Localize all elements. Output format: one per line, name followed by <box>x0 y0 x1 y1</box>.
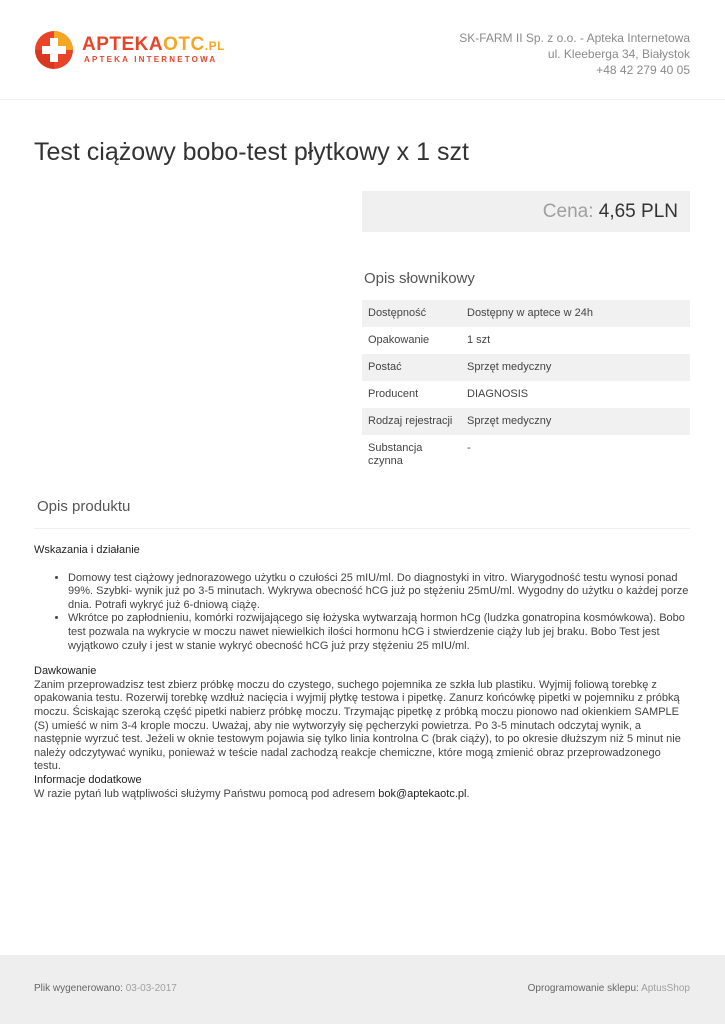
price-box <box>362 191 690 232</box>
page-footer <box>0 955 725 1024</box>
dosage-text: Zanim przeprowadzisz test zbierz próbkę moczu do czystego, suchego pojemnika ze szkła lub plastiku. Wyjmij foliową torebkę z opakowania testu. Rozerwij torebkę wzdłuż nacięcia i wyjmij płytkę testowa i pipetkę. Zanurz końcówkę pipetki w pojemniku z próbką moczu. Ściskając szeroką część pipetki nabierz próbkę moczu. Trzymając pipetkę z próbką moczu pionowo nad okienkiem SAMPLE (S) umieść w nim 3-4 krople moczu. Uważaj, aby nie wytworzyły się pęcherzyki powietrza. Po 3-5 minutach odczytaj wynik, a następnie wyrzuć test. Jeżeli w oknie testowym pojawia się tylko linia kontrolna C (brak ciąży), to po okresie dłuższym niż 5 minut nie należy odczytywać wyniku, ponieważ w teście nadal zachodzą reakcje chemiczne, które mogą zmienić obraz przeprowadzonego testu. <box>34 678 681 773</box>
attribute-key: Opakowanie <box>368 334 430 346</box>
dosage-heading: Dawkowanie <box>34 665 97 678</box>
company-name: SK-FARM II Sp. z o.o. - Apteka Internetowa <box>459 31 690 45</box>
info-end: . <box>466 787 470 800</box>
company-address: ul. Kleeberga 34, Białystok <box>547 47 690 61</box>
price-value: 4,65 PLN <box>598 201 678 222</box>
table-row <box>362 408 690 435</box>
product-title: Test ciążowy bobo-test płytkowy x 1 szt <box>34 138 469 166</box>
description-content <box>34 544 690 801</box>
table-row <box>362 435 690 475</box>
attribute-key: Postać <box>362 354 461 381</box>
info-paragraph <box>34 788 690 802</box>
attribute-value: Dostępny w aptece w 24h <box>461 300 690 327</box>
attribute-value: DIAGNOSIS <box>467 388 529 400</box>
company-phone: +48 42 279 40 05 <box>596 63 690 77</box>
software-info <box>528 983 690 994</box>
company-info <box>459 30 690 78</box>
dictionary-table <box>362 300 690 475</box>
generated-info <box>34 983 177 994</box>
list-item: • Domowy test ciążowy jednorazowego użytku o czułości 25 mIU/ml. Do diagnostyki in vitro. Wiarygodność testu wynosi ponad 99%. Szybki- wynik już po 3-5 minutach. Wykrywa obecność hCG już po stężeniu 25mU/ml. Wygodny do użytku o każdej porze dnia. Potrafi wykryć już 6-dniową ciążę. <box>68 572 690 613</box>
attribute-key: Producent <box>368 388 419 400</box>
dictionary-title: Opis słownikowy <box>364 270 475 287</box>
logo-tagline: APTEKA INTERNETOWA <box>84 55 218 64</box>
table-row <box>362 381 690 408</box>
generated-date: 03-03-2017 <box>125 983 177 994</box>
table-row <box>362 327 690 354</box>
table-row <box>362 354 690 381</box>
indications-heading: Wskazania i działanie <box>34 544 140 556</box>
attribute-value: 1 szt <box>467 334 491 346</box>
software-link[interactable]: AptusShop <box>641 983 690 994</box>
attribute-key: Rodzaj rejestracji <box>362 408 461 435</box>
price-label: Cena: <box>542 201 594 222</box>
attribute-key: Dostępność <box>362 300 461 327</box>
logo-wordmark: APTEKAOTC.PL <box>82 34 225 55</box>
email-link[interactable]: bok@aptekaotc.pl <box>378 787 467 800</box>
info-text: W razie pytań lub wątpliwości służymy Państwu pomocą pod adresem <box>34 787 376 800</box>
attribute-value: Sprzęt medyczny <box>461 354 690 381</box>
table-row <box>362 300 690 327</box>
page-header <box>0 0 725 100</box>
software-label: Oprogramowanie sklepu: <box>527 983 639 994</box>
divider <box>34 528 690 529</box>
list-item: • Wkrótce po zapłodnieniu, komórki rozwijającego się łożyska wytwarzają hormon hCg (ludzka gonatropina kosmówkowa). Bobo test pozwala na wykrycie w moczu nawet niewielkich ilości hormonu hCG i stwierdzenie ciąży lub jej braku. Bobo Test jest wyjątkowo czuły i jest w stanie wykryć obecność hCG już przy stężeniu 25 mIU/ml. <box>68 612 690 653</box>
logo[interactable] <box>34 30 234 72</box>
attribute-value: Sprzęt medyczny <box>461 408 690 435</box>
indications-list <box>68 572 690 654</box>
generated-label: Plik wygenerowano: <box>34 983 123 994</box>
info-heading: Informacje dodatkowe <box>34 773 142 786</box>
attribute-value: - <box>467 442 471 454</box>
attribute-key: Substancja czynna <box>368 442 423 467</box>
logo-cross-icon <box>34 30 74 70</box>
description-title: Opis produktu <box>37 498 131 515</box>
